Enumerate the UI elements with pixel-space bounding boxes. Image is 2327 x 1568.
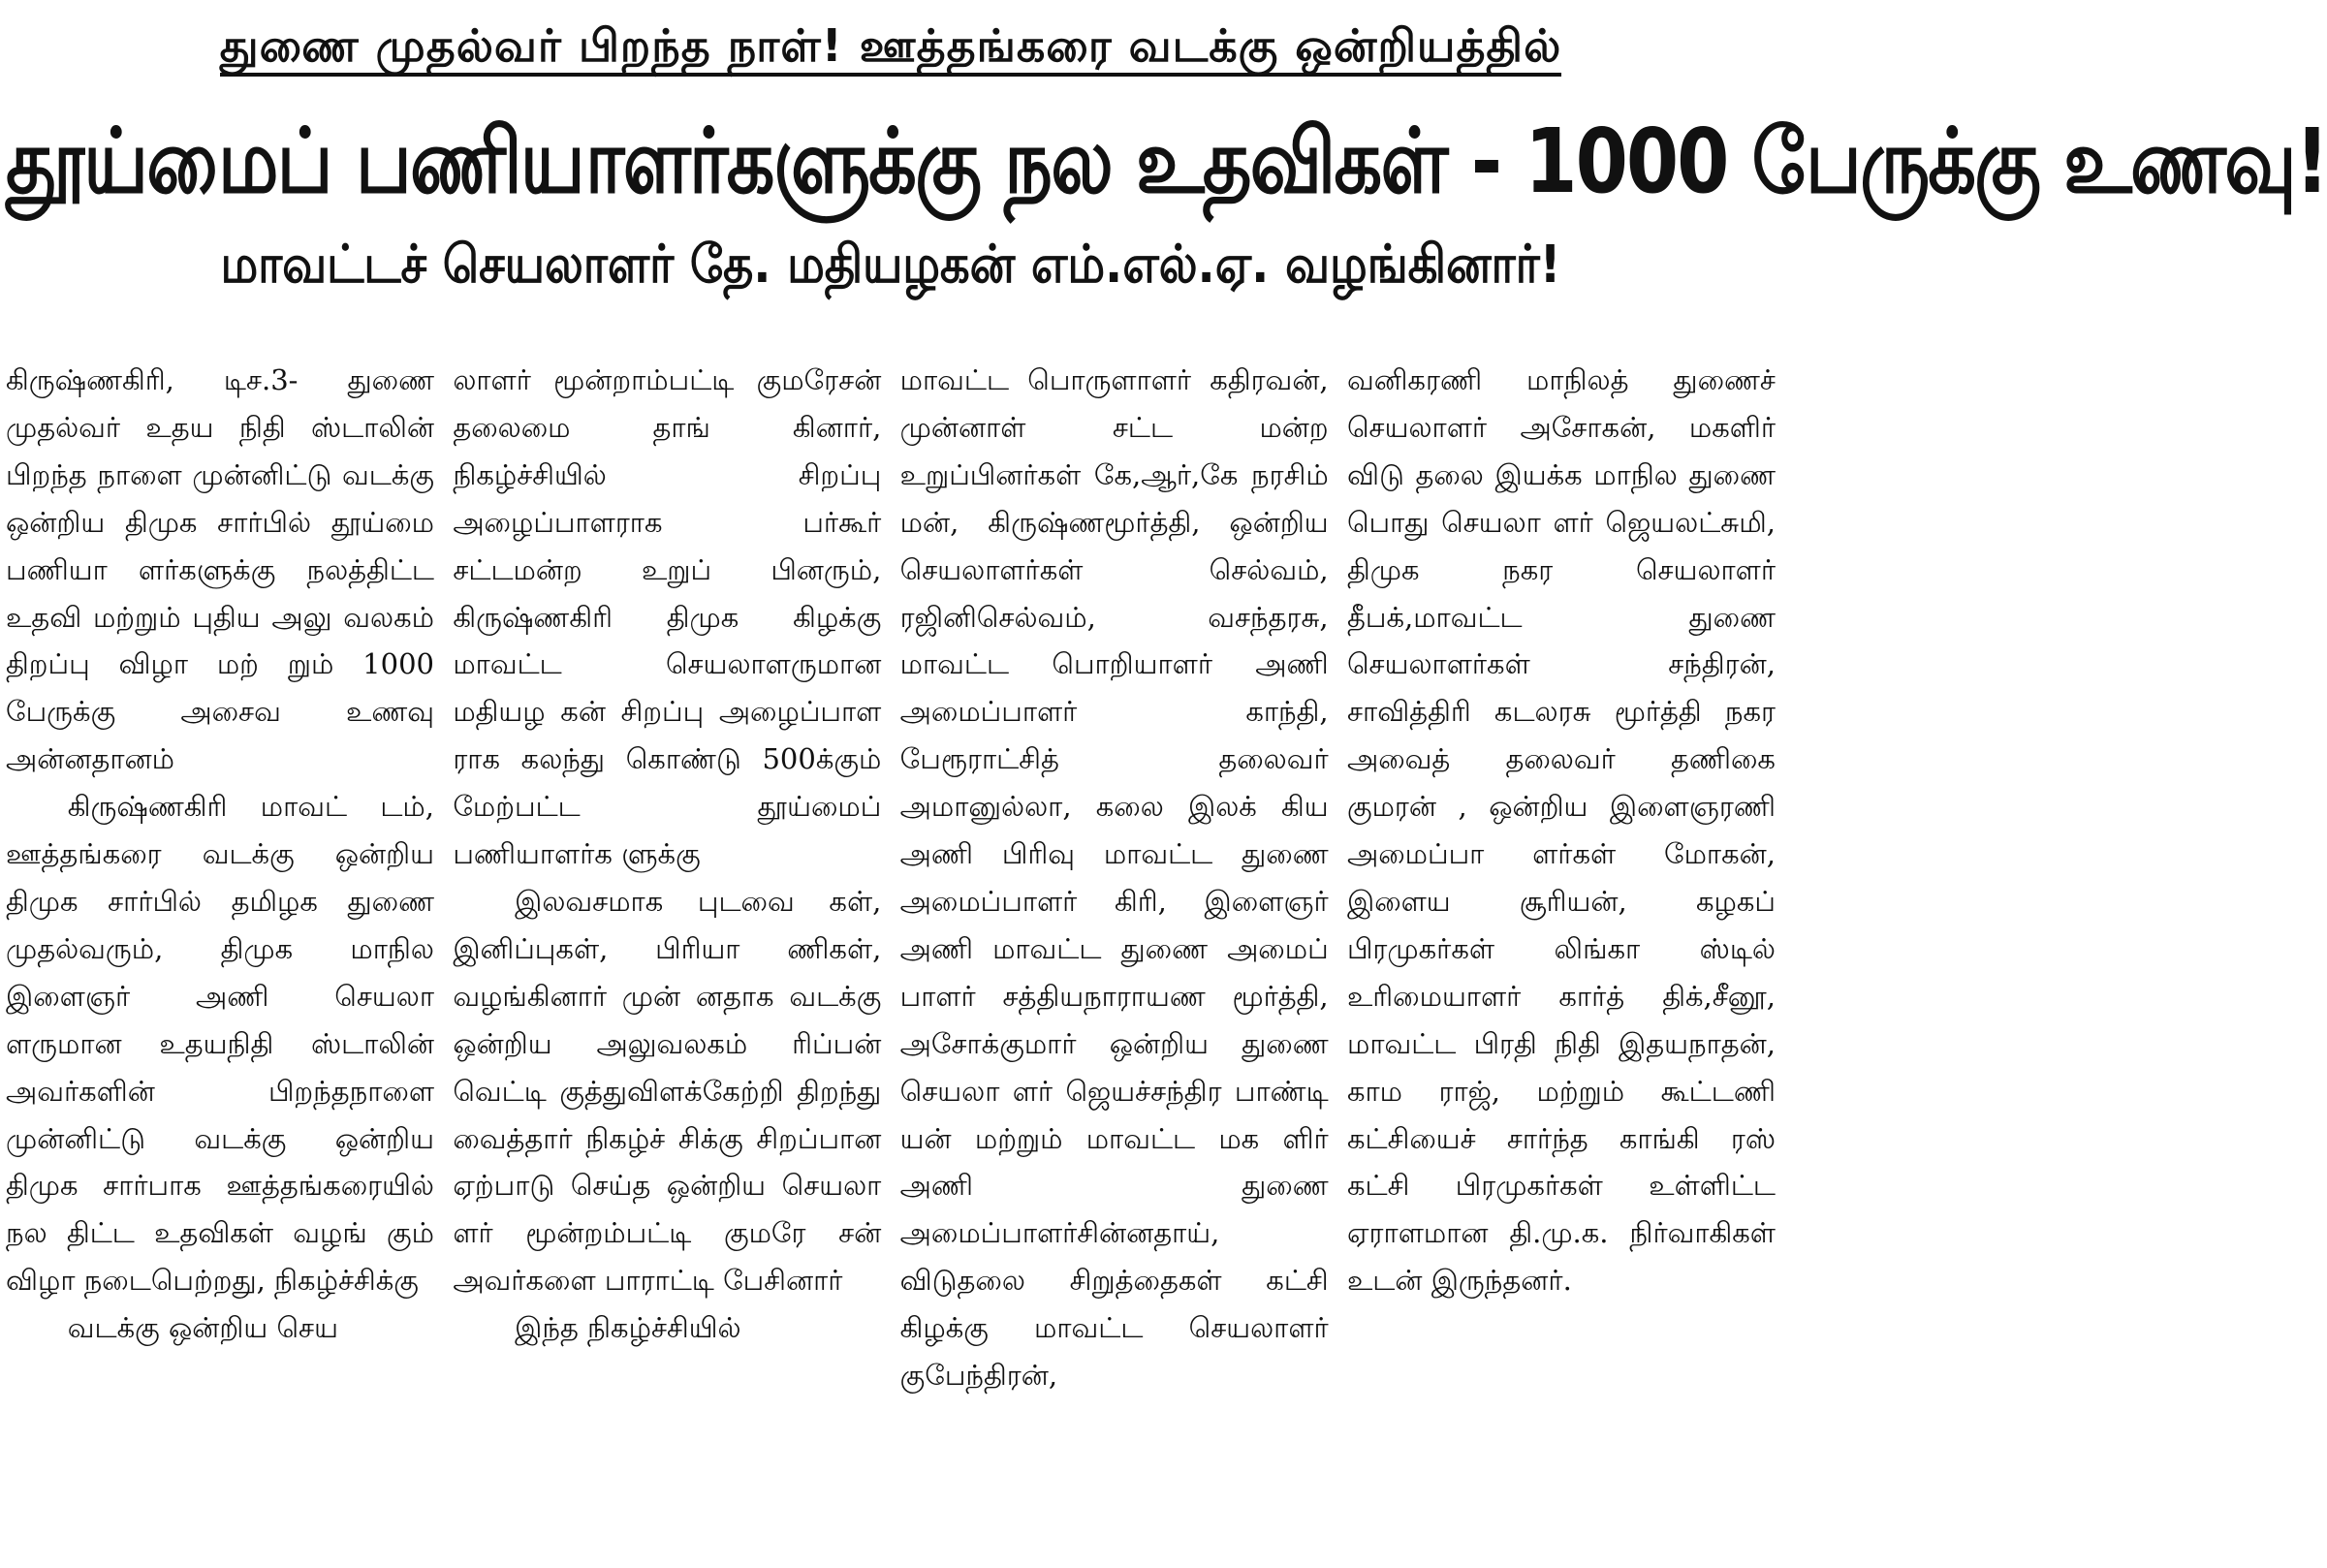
column-4-paragraph-1: வனிகரணி மாநிலத் துணைச் செயலாளர் அசோகன், மகளிர் விடு தலை இயக்க மாநில துணை பொது செயலா ளர் ஜெயலட்சுமி, திமுக நகர செயலாளர் தீபக்,மாவட்ட துணை செயலாளர்கள் சந்திரன், சாவித்திரி கடலரசு மூர்த்தி நகர அவைத் தலைவர் தணிகை குமரன் , ஒன்றிய இளைஞரணி அமைப்பா ளர்கள் மோகன், இளைய சூரியன், கழகப் பிரமுகர்கள் லிங்கா ஸ்டில் உரிமையாளர் கார்த் திக்,சீனூ, மாவட்ட பிரதி நிதி இதயநாதன், காம ராஜ், மற்றும் கூட்டணி கட்சியைச் சார்ந்த காங்கி ரஸ் கட்சி பிரமுகர்கள் உள்ளிட்ட ஏராளமான தி.மு.க. நிர்வாகிகள் உடன் இருந்தனர். — [1346, 363, 1776, 1298]
column-1-paragraph-2: கிருஷ்ணகிரி மாவட் டம், ஊத்தங்கரை வடக்கு ஒன்றிய திமுக சார்பில் தமிழக துணை முதல்வரும், திமுக மாநில இளைஞர் அணி செயலா ளருமான உதயநிதி ஸ்டாலின் அவர்களின் பிறந்தநாளை முன்னிட்டு வடக்கு ஒன்றிய திமுக சார்பாக ஊத்தங்கரையில் நல திட்ட உதவிகள் வழங் கும் விழா நடைபெற்றது, நிகழ்ச்சிக்கு — [6, 790, 434, 1298]
column-3-paragraph-1: மாவட்ட பொருளாளர் கதிரவன், முன்னாள் சட்ட மன்ற உறுப்பினர்கள் கே,ஆர்,கே நரசிம் மன், கிருஷ்ணமூர்த்தி, ஒன்றிய செயலாளர்கள் செல்வம், ரஜினிசெல்வம், வசந்தரசு, மாவட்ட பொறியாளர் அணி அமைப்பாளர் காந்தி, பேரூராட்சித் தலைவர் அமானுல்லா, கலை இலக் கிய அணி பிரிவு மாவட்ட துணை அமைப்பாளர் கிரி, இளைஞர் அணி மாவட்ட துணை அமைப் பாளர் சத்தியநாராயண மூர்த்தி, அசோக்குமார் ஒன்றிய துணை செயலா ளர் ஜெயச்சந்திர பாண்டி யன் மற்றும் மாவட்ட மக ளிர் அணி துணை அமைப்பாளர்சின்னதாய், விடுதலை சிறுத்தைகள் கட்சி கிழக்கு மாவட்ட செயலாளர் குபேந்திரன், — [899, 363, 1329, 1393]
column-1-paragraph-1: கிருஷ்ணகிரி, டிச.3- துணை முதல்வர் உதய நிதி ஸ்டாலின் பிறந்த நாளை முன்னிட்டு வடக்கு ஒன்றிய திமுக சார்பில் தூய்மை பணியா ளர்களுக்கு நலத்திட்ட உதவி மற்றும் புதிய அலு வலகம் திறப்பு விழா மற் றும் 1000 பேருக்கு அசைவ உணவு அன்னதானம் — [6, 363, 434, 776]
main-headline: தூய்மைப் பணியாளர்களுக்கு நல உதவிகள் - 1000 பேருக்கு உணவு! — [6, 110, 2327, 214]
article-column-2 — [453, 357, 881, 1566]
column-1-paragraph-3: வடக்கு ஒன்றிய செய — [67, 1311, 338, 1345]
column-2-paragraph-2: இலவசமாக புடவை கள், இனிப்புகள், பிரியா ணிகள், வழங்கினார் முன் னதாக வடக்கு ஒன்றிய அலுவலகம் ரிப்பன் வெட்டி குத்துவிளக்கேற்றி திறந்து வைத்தார் நிகழ்ச் சிக்கு சிறப்பான ஏற்பாடு செய்த ஒன்றிய செயலா ளர் மூன்றம்பட்டி குமரே சன் அவர்களை பாராட்டி பேசினார் — [453, 884, 882, 1298]
article-column-3 — [900, 357, 1329, 1566]
article-columns — [6, 357, 1776, 1566]
sub-headline: மாவட்டச் செயலாளர் தே. மதியழகன் எம்.எல்.ஏ. வழங்கினார்! — [220, 234, 1561, 296]
article-column-4 — [1347, 357, 1776, 1566]
article-column-1 — [6, 357, 434, 1566]
column-2-paragraph-1: லாளர் மூன்றாம்பட்டி குமரேசன் தலைமை தாங் கினார், நிகழ்ச்சியில் சிறப்பு அழைப்பாளராக பர்கூர் சட்டமன்ற உறுப் பினரும், கிருஷ்ணகிரி திமுக கிழக்கு மாவட்ட செயலாளருமான மதியழ கன் சிறப்பு அழைப்பாள ராக கலந்து கொண்டு 500க்கும் மேற்பட்ட தூய்மைப் பணியாளர்க ளுக்கு — [453, 363, 882, 871]
column-2-paragraph-3: இந்த நிகழ்ச்சியில் — [515, 1311, 741, 1345]
kicker-wrapper — [6, 0, 1776, 76]
kicker-headline: துணை முதல்வர் பிறந்த நாள்! ஊத்தங்கரை வடக்கு ஒன்றியத்தில் — [220, 21, 1562, 77]
